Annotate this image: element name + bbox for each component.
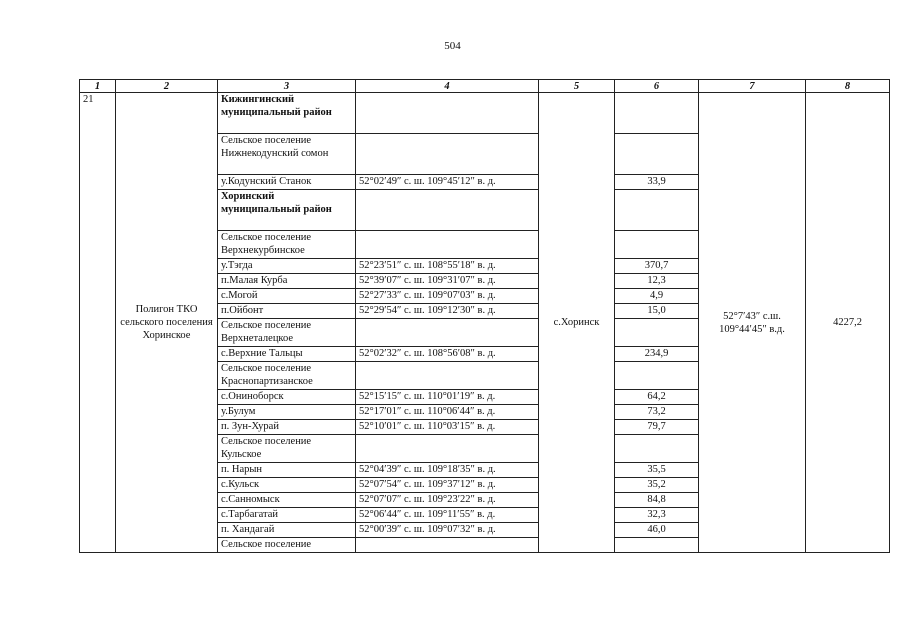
place-name: п. Нарын (218, 463, 356, 478)
distance-cell: 35,2 (615, 478, 699, 493)
coordinates-cell: 52°23′51″ с. ш. 108°55′18″ в. д. (356, 259, 539, 274)
coordinates-cell: 52°02′49″ с. ш. 109°45′12″ в. д. (356, 175, 539, 190)
place-name: с.Могой (218, 289, 356, 304)
distance-cell: 15,0 (615, 304, 699, 319)
distance-cell: 4,9 (615, 289, 699, 304)
header-col-6: 6 (615, 80, 699, 93)
settlement-name: Сельское поселение (218, 538, 356, 553)
header-col-4: 4 (356, 80, 539, 93)
distance-cell: 84,8 (615, 493, 699, 508)
coordinates-cell: 52°04′39″ с. ш. 109°18′35″ в. д. (356, 463, 539, 478)
coordinates-cell: 52°07′54″ с. ш. 109°37′12″ в. д. (356, 478, 539, 493)
distance-cell: 12,3 (615, 274, 699, 289)
distance-cell: 33,9 (615, 175, 699, 190)
header-row (80, 80, 890, 93)
location-cell: с.Хоринск (539, 93, 615, 553)
distance-cell: 73,2 (615, 405, 699, 420)
coordinates-cell: 52°39′07″ с. ш. 109°31′07″ в. д. (356, 274, 539, 289)
page-number: 504 (444, 40, 461, 52)
coordinates-cell (356, 231, 539, 259)
place-name: с.Верхние Тальцы (218, 347, 356, 362)
coordinates-cell (356, 435, 539, 463)
distance-cell: 32,3 (615, 508, 699, 523)
place-name: п.Малая Курба (218, 274, 356, 289)
settlement-name: Сельское поселение Кульское (218, 435, 356, 463)
distance-cell (615, 435, 699, 463)
place-name: у.Тэгда (218, 259, 356, 274)
distance-cell: 35,5 (615, 463, 699, 478)
header-col-5: 5 (539, 80, 615, 93)
coordinates-cell (356, 319, 539, 347)
place-name: с.Кульск (218, 478, 356, 493)
place-name: п.Ойбонт (218, 304, 356, 319)
coordinates-cell: 52°29′54″ с. ш. 109°12′30″ в. д. (356, 304, 539, 319)
table-header (80, 80, 890, 93)
distance-cell (615, 362, 699, 390)
settlement-name: Сельское поселение Верхнеталецкое (218, 319, 356, 347)
place-name: п. Хандагай (218, 523, 356, 538)
place-name: с.Тарбагатай (218, 508, 356, 523)
distance-cell: 46,0 (615, 523, 699, 538)
coordinates-cell (356, 134, 539, 175)
place-name: п. Зун-Хурай (218, 420, 356, 435)
object-name: Полигон ТКО сельского поселения Хоринское (116, 93, 218, 553)
distance-cell (615, 538, 699, 553)
coordinates-cell: 52°00′39″ с. ш. 109°07′32″ в. д. (356, 523, 539, 538)
distance-cell: 370,7 (615, 259, 699, 274)
distance-cell: 79,7 (615, 420, 699, 435)
header-col-8: 8 (806, 80, 890, 93)
coordinates-cell: 52°10′01″ с. ш. 110°03′15″ в. д. (356, 420, 539, 435)
coordinates-cell: 52°17′01″ с. ш. 110°06′44″ в. д. (356, 405, 539, 420)
coordinates-cell: 52°15′15″ с. ш. 110°01′19″ в. д. (356, 390, 539, 405)
table-body (80, 93, 890, 553)
place-name: у.Кодунский Станок (218, 175, 356, 190)
distance-cell (615, 190, 699, 231)
district-name: Кижингинский муниципальный район (218, 93, 356, 134)
distance-cell (615, 134, 699, 175)
settlement-name: Сельское поселение Нижнекодунский сомон (218, 134, 356, 175)
coordinates-cell (356, 93, 539, 134)
header-col-2: 2 (116, 80, 218, 93)
coordinates-cell (356, 538, 539, 553)
coordinates-cell: 52°07′07″ с. ш. 109°23′22″ в. д. (356, 493, 539, 508)
record-number: 21 (80, 93, 116, 553)
distance-cell (615, 231, 699, 259)
object-coordinates: 52°7′43″ с.ш. 109°44′45″ в.д. (699, 93, 806, 553)
distance-cell: 234,9 (615, 347, 699, 362)
distance-cell (615, 319, 699, 347)
distance-cell (615, 93, 699, 134)
registry-table (79, 79, 890, 553)
coordinates-cell (356, 190, 539, 231)
table-row (80, 93, 890, 134)
place-name: у.Булум (218, 405, 356, 420)
coordinates-cell: 52°27′33″ с. ш. 109°07′03″ в. д. (356, 289, 539, 304)
coordinates-cell: 52°06′44″ с. ш. 109°11′55″ в. д. (356, 508, 539, 523)
header-col-7: 7 (699, 80, 806, 93)
header-col-3: 3 (218, 80, 356, 93)
place-name: с.Санномыск (218, 493, 356, 508)
coordinates-cell (356, 362, 539, 390)
coordinates-cell: 52°02′32″ с. ш. 108°56′08″ в. д. (356, 347, 539, 362)
settlement-name: Сельское поселение Верхнекурбинское (218, 231, 356, 259)
value-cell: 4227,2 (806, 93, 890, 553)
district-name: Хоринский муниципальный район (218, 190, 356, 231)
distance-cell: 64,2 (615, 390, 699, 405)
header-col-1: 1 (80, 80, 116, 93)
settlement-name: Сельское поселение Краснопартизанское (218, 362, 356, 390)
place-name: с.Ониноборск (218, 390, 356, 405)
